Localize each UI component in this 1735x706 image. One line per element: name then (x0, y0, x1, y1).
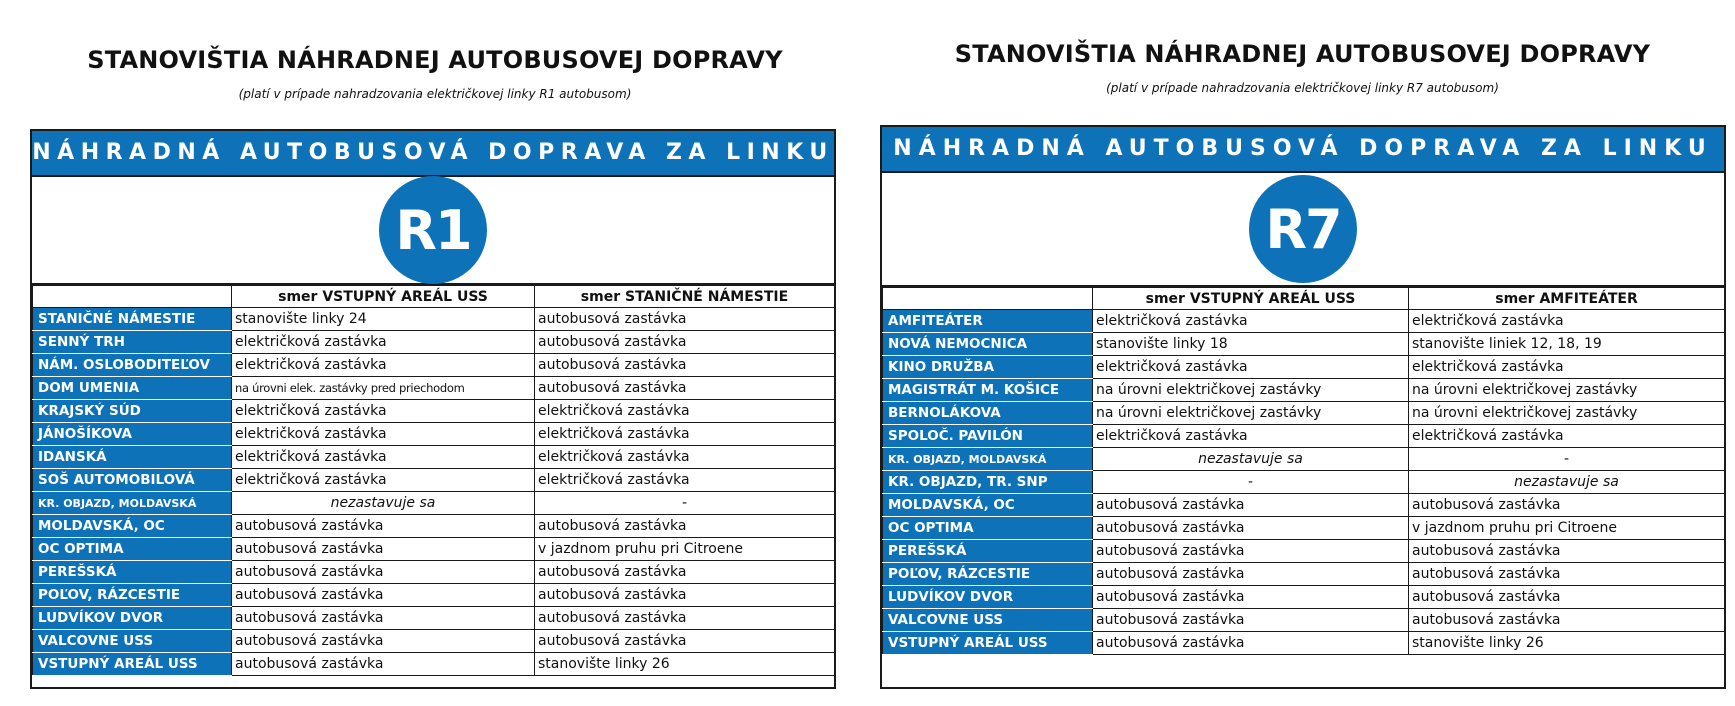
direction-1-cell: autobusová zastávka (232, 630, 535, 653)
direction-2-cell: električková zastávka (1409, 356, 1725, 379)
direction-1-cell: nezastavuje sa (1093, 448, 1409, 471)
left-column-header-dir1: smer VSTUPNÝ AREÁL USS (232, 286, 535, 308)
stop-name-cell: KR. OBJAZD, MOLDAVSKÁ (883, 448, 1093, 471)
direction-2-cell: na úrovni električkovej zastávky (1409, 379, 1725, 402)
direction-2-cell: električková zastávka (535, 400, 835, 423)
direction-1-cell: autobusová zastávka (232, 561, 535, 584)
table-row (33, 561, 835, 584)
direction-2-cell: autobusová zastávka (535, 377, 835, 400)
direction-2-cell: autobusová zastávka (535, 584, 835, 607)
table-row (33, 469, 835, 492)
direction-1-cell: električková zastávka (232, 354, 535, 377)
direction-2-cell: autobusová zastávka (535, 607, 835, 630)
direction-1-cell: autobusová zastávka (1093, 563, 1409, 586)
stop-name-cell: MAGISTRÁT M. KOŠICE (883, 379, 1093, 402)
right-card (880, 125, 1726, 689)
direction-2-cell: autobusová zastávka (1409, 494, 1725, 517)
direction-1-cell: - (1093, 471, 1409, 494)
direction-1-cell: autobusová zastávka (232, 607, 535, 630)
right-column-header-dir2: smer AMFITEÁTER (1409, 288, 1725, 310)
direction-2-cell: autobusová zastávka (1409, 563, 1725, 586)
stop-name-cell: IDANSKÁ (33, 446, 232, 469)
direction-1-cell: stanovište linky 18 (1093, 333, 1409, 356)
direction-2-cell: na úrovni električkovej zastávky (1409, 402, 1725, 425)
stop-name-cell: DOM UMENIA (33, 377, 232, 400)
direction-2-cell: električková zastávka (535, 446, 835, 469)
direction-2-cell: stanovište linky 26 (535, 653, 835, 676)
stop-name-cell: PEREŠSKÁ (33, 561, 232, 584)
table-row (883, 563, 1725, 586)
table-row (883, 402, 1725, 425)
direction-1-cell: električková zastávka (232, 469, 535, 492)
right-card-header: NÁHRADNÁ AUTOBUSOVÁ DOPRAVA ZA LINKU (882, 127, 1724, 173)
table-row (883, 333, 1725, 356)
direction-2-cell: stanovište liniek 12, 18, 19 (1409, 333, 1725, 356)
direction-2-cell: autobusová zastávka (535, 354, 835, 377)
direction-1-cell: električková zastávka (1093, 356, 1409, 379)
stop-name-cell: SENNÝ TRH (33, 331, 232, 354)
direction-2-cell: električková zastávka (1409, 310, 1725, 333)
direction-2-cell: v jazdnom pruhu pri Citroene (1409, 517, 1725, 540)
table-row (33, 423, 835, 446)
direction-1-cell: autobusová zastávka (1093, 494, 1409, 517)
direction-2-cell: stanovište linky 26 (1409, 632, 1725, 655)
stop-name-cell: NÁM. OSLOBODITEĽOV (33, 354, 232, 377)
direction-2-cell: autobusová zastávka (535, 515, 835, 538)
left-card (30, 129, 836, 689)
table-row (33, 446, 835, 469)
direction-1-cell: autobusová zastávka (1093, 586, 1409, 609)
stop-name-cell: JÁNOŠÍKOVA (33, 423, 232, 446)
stop-name-cell: OC OPTIMA (883, 517, 1093, 540)
left-stop-table (32, 285, 835, 676)
direction-2-cell: autobusová zastávka (535, 561, 835, 584)
direction-1-cell: autobusová zastávka (1093, 632, 1409, 655)
stop-name-cell: KRAJSKÝ SÚD (33, 400, 232, 423)
table-row (883, 517, 1725, 540)
left-column-header-dir2: smer STANIČNÉ NÁMESTIE (535, 286, 835, 308)
stop-name-cell: POĽOV, RÁZCESTIE (33, 584, 232, 607)
direction-2-cell: - (535, 492, 835, 515)
direction-2-cell: nezastavuje sa (1409, 471, 1725, 494)
table-row (883, 379, 1725, 402)
stop-name-cell: OC OPTIMA (33, 538, 232, 561)
stop-name-cell: KR. OBJAZD, TR. SNP (883, 471, 1093, 494)
table-row (883, 471, 1725, 494)
direction-1-cell: električková zastávka (232, 423, 535, 446)
stop-name-cell: BERNOLÁKOVA (883, 402, 1093, 425)
stop-name-cell: SPOLOČ. PAVILÓN (883, 425, 1093, 448)
table-row (33, 400, 835, 423)
stop-name-cell: AMFITEÁTER (883, 310, 1093, 333)
direction-1-cell: električková zastávka (232, 331, 535, 354)
direction-1-cell: nezastavuje sa (232, 492, 535, 515)
stop-name-cell: VSTUPNÝ AREÁL USS (883, 632, 1093, 655)
direction-2-cell: električková zastávka (535, 423, 835, 446)
stop-name-cell: STANIČNÉ NÁMESTIE (33, 308, 232, 331)
table-row (883, 609, 1725, 632)
direction-1-cell: električková zastávka (1093, 310, 1409, 333)
direction-1-cell: električková zastávka (232, 446, 535, 469)
table-row (33, 630, 835, 653)
direction-1-cell: električková zastávka (232, 400, 535, 423)
direction-1-cell: autobusová zastávka (232, 653, 535, 676)
right-page-title: STANOVIŠTIA NÁHRADNEJ AUTOBUSOVEJ DOPRAVY (954, 40, 1651, 68)
table-row (883, 586, 1725, 609)
table-row (33, 538, 835, 561)
stop-name-cell: SOŠ AUTOMOBILOVÁ (33, 469, 232, 492)
left-card-header: NÁHRADNÁ AUTOBUSOVÁ DOPRAVA ZA LINKU (32, 131, 834, 177)
table-row (883, 494, 1725, 517)
direction-2-cell: autobusová zastávka (535, 630, 835, 653)
stop-name-cell: MOLDAVSKÁ, OC (883, 494, 1093, 517)
stop-name-cell: LUDVÍKOV DVOR (883, 586, 1093, 609)
stop-name-cell: MOLDAVSKÁ, OC (33, 515, 232, 538)
right-page-subtitle: (platí v prípade nahradzovania električkovej linky R7 autobusom) (1106, 81, 1499, 95)
right-panel (870, 0, 1735, 706)
table-row (33, 331, 835, 354)
table-row (883, 540, 1725, 563)
stop-name-cell: KR. OBJAZD, MOLDAVSKÁ (33, 492, 232, 515)
stop-name-cell: NOVÁ NEMOCNICA (883, 333, 1093, 356)
direction-1-cell: autobusová zastávka (232, 538, 535, 561)
direction-1-cell: na úrovni električkovej zastávky (1093, 402, 1409, 425)
table-row (33, 584, 835, 607)
left-page-title: STANOVIŠTIA NÁHRADNEJ AUTOBUSOVEJ DOPRAVY (87, 46, 783, 74)
right-column-header-stop (883, 288, 1093, 310)
left-table-header-row (33, 286, 835, 308)
table-row (33, 492, 835, 515)
direction-2-cell: autobusová zastávka (1409, 609, 1725, 632)
line-badge-r7: R7 (1249, 175, 1357, 283)
stop-name-cell: KINO DRUŽBA (883, 356, 1093, 379)
right-table-header-row (883, 288, 1725, 310)
table-row (883, 425, 1725, 448)
direction-1-cell: autobusová zastávka (1093, 609, 1409, 632)
table-row (33, 607, 835, 630)
direction-1-cell: električková zastávka (1093, 425, 1409, 448)
stop-name-cell: VSTUPNÝ AREÁL USS (33, 653, 232, 676)
direction-2-cell: - (1409, 448, 1725, 471)
table-row (883, 310, 1725, 333)
table-row (33, 653, 835, 676)
direction-2-cell: autobusová zastávka (535, 308, 835, 331)
direction-1-cell: na úrovni električkovej zastávky (1093, 379, 1409, 402)
left-page-subtitle: (platí v prípade nahradzovania električkovej linky R1 autobusom) (238, 87, 632, 101)
left-column-header-stop (33, 286, 232, 308)
stop-name-cell: VALCOVNE USS (883, 609, 1093, 632)
direction-1-cell: stanovište linky 24 (232, 308, 535, 331)
table-row (883, 448, 1725, 471)
direction-2-cell: električková zastávka (1409, 425, 1725, 448)
table-row (33, 354, 835, 377)
direction-2-cell: električková zastávka (535, 469, 835, 492)
direction-1-cell: autobusová zastávka (1093, 517, 1409, 540)
direction-1-cell: autobusová zastávka (232, 515, 535, 538)
direction-2-cell: autobusová zastávka (535, 331, 835, 354)
table-row (33, 308, 835, 331)
direction-1-cell: na úrovni elek. zastávky pred priechodom (232, 377, 535, 400)
stop-name-cell: VALCOVNE USS (33, 630, 232, 653)
table-row (33, 515, 835, 538)
left-logo-area (32, 177, 834, 285)
direction-1-cell: autobusová zastávka (1093, 540, 1409, 563)
stop-name-cell: POĽOV, RÁZCESTIE (883, 563, 1093, 586)
line-badge-r1: R1 (379, 176, 487, 284)
right-stop-table (882, 287, 1725, 655)
table-row (883, 356, 1725, 379)
direction-2-cell: autobusová zastávka (1409, 586, 1725, 609)
direction-1-cell: autobusová zastávka (232, 584, 535, 607)
direction-2-cell: autobusová zastávka (1409, 540, 1725, 563)
table-row (883, 632, 1725, 655)
right-logo-area (882, 173, 1724, 287)
stop-name-cell: LUDVÍKOV DVOR (33, 607, 232, 630)
table-row (33, 377, 835, 400)
direction-2-cell: v jazdnom pruhu pri Citroene (535, 538, 835, 561)
right-column-header-dir1: smer VSTUPNÝ AREÁL USS (1093, 288, 1409, 310)
stop-name-cell: PEREŠSKÁ (883, 540, 1093, 563)
